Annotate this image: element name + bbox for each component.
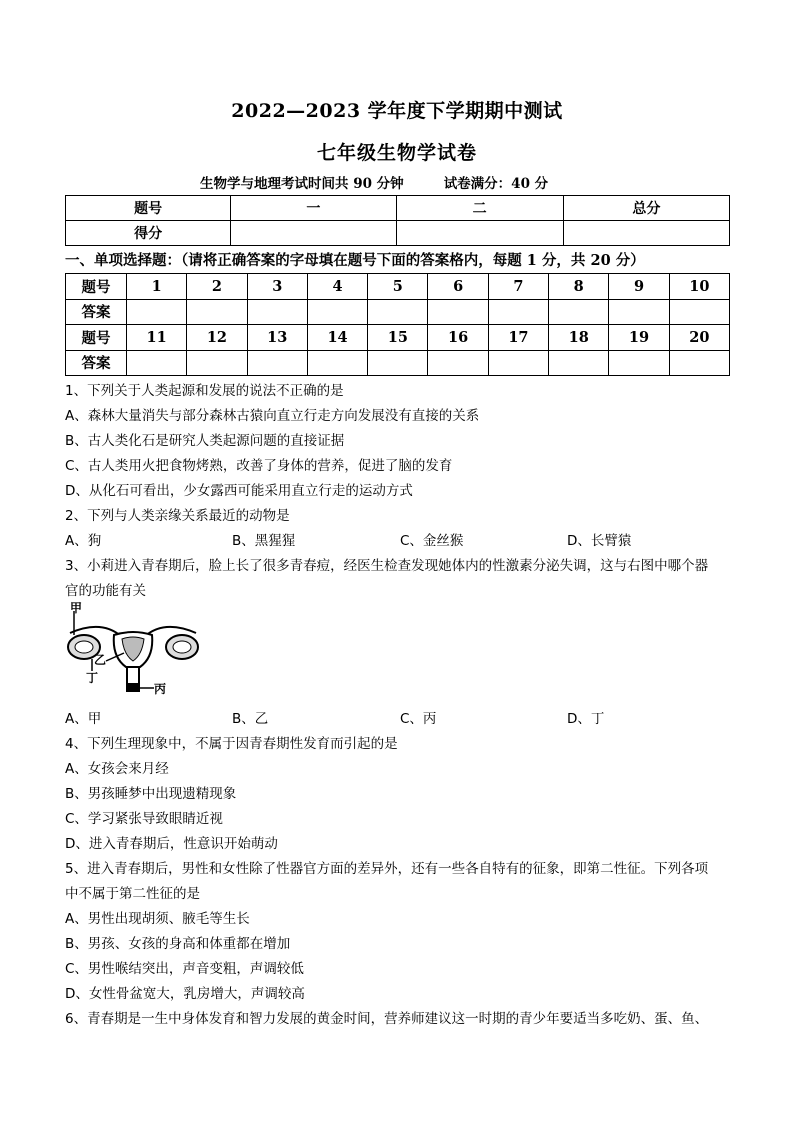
number-label: 题号	[66, 325, 127, 351]
question-number: 15	[368, 325, 428, 351]
question-3-option-a: A、甲	[65, 711, 102, 727]
question-5-option-c: C、男性喉结突出，声音变粗，声调较低	[65, 961, 304, 977]
uterus-illustration	[62, 601, 212, 701]
answer-number-row	[66, 274, 730, 300]
question-4-option-a: A、女孩会来月经	[65, 761, 169, 777]
question-number: 11	[127, 325, 187, 351]
question-number: 6	[428, 274, 488, 300]
answer-label: 答案	[66, 350, 127, 376]
question-number: 2	[187, 274, 247, 300]
time-info: 生物学与地理考试时间共 90 分钟	[200, 176, 404, 192]
score-header-cell: 题号	[66, 196, 231, 221]
score-info: 试卷满分：40 分	[443, 176, 549, 192]
label-ding: 丁	[86, 671, 99, 685]
answer-cell[interactable]	[428, 299, 488, 325]
label-bing: 丙	[154, 682, 167, 696]
question-5-option-b: B、男孩、女孩的身高和体重都在增加	[65, 936, 291, 952]
exam-subtitle: 七年级生物学试卷	[316, 142, 477, 164]
exam-title: 2022—2023 学年度下学期期中测试	[231, 100, 563, 122]
answer-cell[interactable]	[307, 350, 367, 376]
score-label-cell: 得分	[66, 221, 231, 246]
score-table-row	[66, 221, 730, 246]
question-2-option-d: D、长臂猿	[567, 533, 632, 549]
answer-cell[interactable]	[428, 350, 488, 376]
question-number: 3	[247, 274, 307, 300]
answer-cell[interactable]	[488, 299, 548, 325]
question-4-stem: 4、下列生理现象中，不属于因青春期性发育而引起的是	[65, 736, 398, 752]
question-number: 7	[488, 274, 548, 300]
question-number: 4	[307, 274, 367, 300]
section-heading: 一、单项选择题：（请将正确答案的字母填在题号下面的答案格内，每题 1 分，共 20 分）	[65, 252, 645, 269]
score-input-cell[interactable]	[563, 221, 729, 246]
answer-input-row	[66, 350, 730, 376]
question-1-option-d: D、从化石可看出，少女露西可能采用直立行走的运动方式	[65, 483, 413, 499]
question-1-option-b: B、古人类化石是研究人类起源问题的直接证据	[65, 433, 345, 449]
question-4-option-b: B、男孩睡梦中出现遗精现象	[65, 786, 237, 802]
answer-cell[interactable]	[549, 350, 609, 376]
score-table	[65, 195, 730, 246]
question-6-stem-line1: 6、青春期是一生中身体发育和智力发展的黄金时间，营养师建议这一时期的青少年要适当多吃奶、蛋、鱼、	[65, 1011, 709, 1027]
answer-cell[interactable]	[307, 299, 367, 325]
question-number: 14	[307, 325, 367, 351]
question-5-option-a: A、男性出现胡须、腋毛等生长	[65, 911, 250, 927]
question-number: 10	[669, 274, 729, 300]
question-number: 20	[669, 325, 729, 351]
score-header-cell: 总分	[563, 196, 729, 221]
score-table-row	[66, 196, 730, 221]
question-number: 19	[609, 325, 669, 351]
answer-cell[interactable]	[247, 299, 307, 325]
answer-cell[interactable]	[488, 350, 548, 376]
question-1-option-a: A、森林大量消失与部分森林古猿向直立行走方向发展没有直接的关系	[65, 408, 480, 424]
question-5-option-d: D、女性骨盆宽大，乳房增大，声调较高	[65, 986, 305, 1002]
answer-cell[interactable]	[127, 350, 187, 376]
question-2-option-b: B、黑猩猩	[232, 533, 296, 549]
answer-cell[interactable]	[368, 299, 428, 325]
score-header-cell: 二	[396, 196, 563, 221]
exam-info	[200, 172, 548, 192]
score-input-cell[interactable]	[231, 221, 396, 246]
question-4-option-d: D、进入青春期后，性意识开始萌动	[65, 836, 278, 852]
question-3-option-b: B、乙	[232, 711, 269, 727]
answer-cell[interactable]	[609, 350, 669, 376]
question-4-option-c: C、学习紧张导致眼睛近视	[65, 811, 223, 827]
question-number: 13	[247, 325, 307, 351]
score-input-cell[interactable]	[396, 221, 563, 246]
question-2-option-a: A、狗	[65, 533, 102, 549]
female-reproductive-diagram	[62, 601, 212, 701]
answer-cell[interactable]	[609, 299, 669, 325]
label-jia: 甲	[70, 601, 83, 615]
answer-cell[interactable]	[247, 350, 307, 376]
question-3-stem-line2: 官的功能有关	[65, 583, 146, 599]
answer-input-row	[66, 299, 730, 325]
question-number: 12	[187, 325, 247, 351]
answer-cell[interactable]	[187, 299, 247, 325]
answer-cell[interactable]	[368, 350, 428, 376]
label-yi: 乙	[94, 653, 107, 667]
answer-cell[interactable]	[187, 350, 247, 376]
question-number: 5	[368, 274, 428, 300]
question-3-stem-line1: 3、小莉进入青春期后，脸上长了很多青春痘，经医生检查发现她体内的性激素分泌失调，这与右图中哪个器	[65, 558, 709, 574]
question-1-option-c: C、古人类用火把食物烤熟，改善了身体的营养，促进了脑的发育	[65, 458, 453, 474]
question-5-stem-line2: 中不属于第二性征的是	[65, 886, 200, 902]
answer-cell[interactable]	[669, 350, 729, 376]
question-number: 18	[549, 325, 609, 351]
question-2-stem: 2、下列与人类亲缘关系最近的动物是	[65, 508, 290, 524]
question-5-stem-line1: 5、进入青春期后，男性和女性除了性器官方面的差异外，还有一些各自特有的征象，即第二性征。下列各项	[65, 861, 709, 877]
question-number: 16	[428, 325, 488, 351]
question-3-option-d: D、丁	[567, 711, 605, 727]
question-number: 8	[549, 274, 609, 300]
answer-cell[interactable]	[549, 299, 609, 325]
question-3-option-c: C、丙	[400, 711, 437, 727]
answer-cell[interactable]	[669, 299, 729, 325]
number-label: 题号	[66, 274, 127, 300]
answer-table	[65, 273, 730, 376]
question-number: 9	[609, 274, 669, 300]
answer-label: 答案	[66, 299, 127, 325]
question-2-option-c: C、金丝猴	[400, 533, 464, 549]
answer-number-row	[66, 325, 730, 351]
question-number: 17	[488, 325, 548, 351]
question-number: 1	[127, 274, 187, 300]
answer-cell[interactable]	[127, 299, 187, 325]
score-header-cell: 一	[231, 196, 396, 221]
question-1-stem: 1、下列关于人类起源和发展的说法不正确的是	[65, 383, 344, 399]
